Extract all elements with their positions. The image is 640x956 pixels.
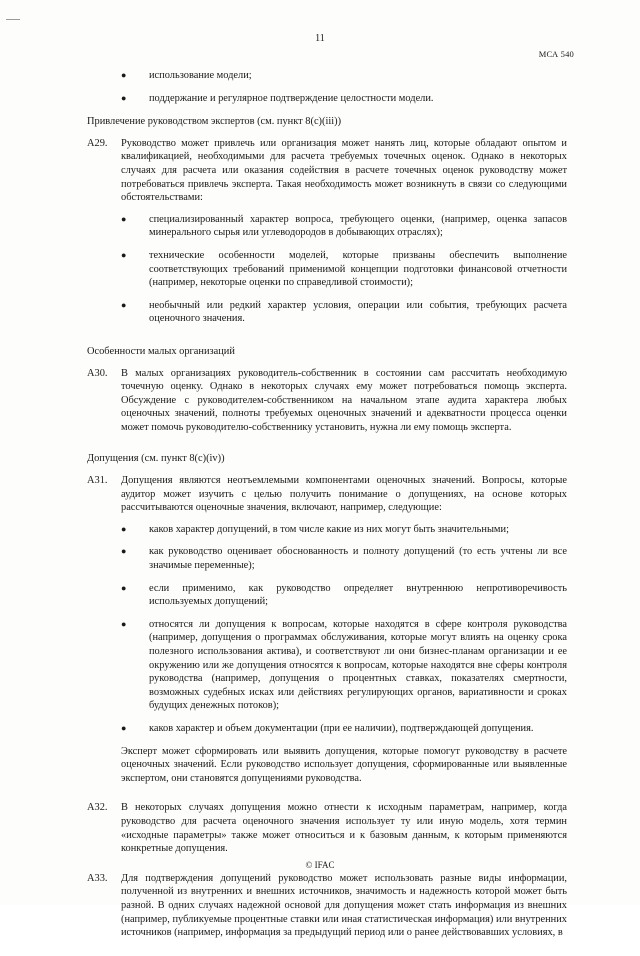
list-item: [121, 92, 567, 106]
list-item: [121, 69, 567, 83]
section-heading-assumptions: Допущения (см. пункт 8(c)(iv)): [87, 453, 225, 465]
list-item-text: каков характер допущений, в том числе какие из них могут быть значительными;: [149, 523, 509, 535]
paragraph-text: В малых организациях руководитель-собственник в состоянии сам рассчитать необходимую точечную оценку. Однако в некоторых случаях ему может потребоваться помощь эксперта. Обсуждение с руководителем-собственником на начальном этапе аудита характера любых оценочных значений, полноты требуемых оценочных значений и адекватности процесса оценки может помочь руководителю-собственнику установить, нужна ли ему помощь эксперта.: [121, 367, 567, 433]
section-heading-small-entities: Особенности малых организаций: [87, 345, 235, 357]
list-item: [121, 582, 567, 609]
list-item: [121, 722, 567, 736]
paragraph-text-continued: Эксперт может сформировать или выявить допущения, которые помогут руководству в расчете оценочных значений. Если руководство использует допущения, сформированные или выявленные экспертом, они становятся допущениями руководства.: [121, 745, 567, 784]
bullet-icon: ●: [121, 618, 127, 629]
paragraph-a29: [87, 137, 567, 335]
paragraph-a33: [87, 872, 567, 948]
bullet-icon: ●: [121, 299, 127, 310]
page-footer: © IFAC: [305, 860, 335, 870]
list-item: [121, 545, 567, 572]
bullet-icon: ●: [121, 582, 127, 593]
list-item-text: необычный или редкий характер условия, операции или события, требующих расчета оценочного значения.: [149, 299, 567, 325]
paragraph-a32: [87, 801, 567, 863]
list-item: [121, 618, 567, 713]
list-item: [121, 249, 567, 290]
paragraph-number: A30.: [87, 367, 108, 379]
bullet-icon: ●: [121, 546, 127, 557]
bullet-icon: ●: [121, 92, 127, 103]
list-item: [121, 299, 567, 326]
paragraph-text: Руководство может привлечь или организация может нанять лиц, которые обладают опытом и квалификацией, необходимыми для расчета требуемых точечных оценок. Однако в некоторых случаях для расчета или оказания содействия в расчете точечных оценок руководству может потребоваться привлечь эксперта. Такая необходимость может возникнуть в связи со следующими обстоятельствами:: [121, 137, 567, 204]
document-id: МСА 540: [538, 49, 574, 59]
list-item-text: относятся ли допущения к вопросам, которые находятся в сфере контроля руководства (например, допущения о программах обслуживания, которые могут влиять на оценку срока полезного использования актива), и соответствуют ли они бизнес-планам организации и ее окружению или же допущения относятся к вопросам, которые находятся вне сферы контроля руководства (например, допущения о процентных ставках, показателях смертности, возможных судебных исках или действиях регулирующих органов, вариативности и сроках будущих денежных потоков);: [149, 618, 567, 712]
paragraph-number: A29.: [87, 137, 108, 149]
list-item: [121, 213, 567, 240]
paragraph-text: Для подтверждения допущений руководство может использовать разные виды информации, полученной из внутренних и внешних источников, значимость и надежность которой может быть разной. В одних случаях надежной основой для допущения может стать информация из внешних (например, публикуемые процентные ставки или иная статистическая информация) или внутренних источников (например, информация за предыдущий период или о ранее действовавших условиях, в: [121, 872, 567, 939]
list-item-text: технические особенности моделей, которые призваны обеспечить выполнение соответствующих требований применимой концепции подготовки финансовой отчетности (например, некоторые оценки по справедливой стоимости);: [149, 249, 567, 289]
list-item-text: использование модели;: [149, 70, 252, 81]
list-item-text: если применимо, как руководство определяет внутреннюю непротиворечивость используемых допущений;: [149, 582, 567, 608]
list-item-text: поддержание и регулярное подтверждение целостности модели.: [149, 92, 434, 104]
paragraph-number: A32.: [87, 802, 108, 814]
bullet-icon: ●: [121, 213, 127, 224]
page-number: 11: [315, 33, 325, 44]
list-item-text: каков характер и объем документации (при ее наличии), подтверждающей допущения.: [149, 722, 534, 734]
paragraph-text: Допущения являются неотъемлемыми компонентами оценочных значений. Вопросы, которые аудитор может изучить с целью получить понимание о допущениях, на основе которых рассчитываются оценочные значения, включают, например, следующие:: [121, 475, 567, 514]
paragraph-number: A31.: [87, 475, 108, 487]
bullet-icon: ●: [121, 70, 127, 80]
paragraph-text: В некоторых случаях допущения можно отнести к исходным параметрам, например, когда руководство для расчета оценочного значения использует ту или иную модель, хотя термин «исходные параметры» также может относиться и к базовым данным, к которым применяются конкретные допущения.: [121, 802, 567, 855]
section-heading-experts: Привлечение руководством экспертов (см. пункт 8(c)(iii)): [87, 116, 342, 128]
list-item-text: специализированный характер вопроса, требующего оценки, (например, оценка запасов минерального сырья или углеводородов в добывающих отраслях);: [149, 213, 567, 239]
document-body: [87, 69, 567, 956]
bullet-icon: ●: [121, 722, 127, 733]
list-item-text: как руководство оценивает обоснованность и полноту допущений (то есть учтены ли все значимые переменные);: [149, 546, 567, 572]
margin-mark: [6, 19, 20, 20]
bullet-icon: ●: [121, 523, 127, 534]
paragraph-a30: [87, 367, 567, 443]
paragraph-number: A33.: [87, 872, 108, 884]
bullet-icon: ●: [121, 249, 127, 260]
list-item: [121, 523, 567, 537]
paragraph-a31: [87, 474, 567, 793]
